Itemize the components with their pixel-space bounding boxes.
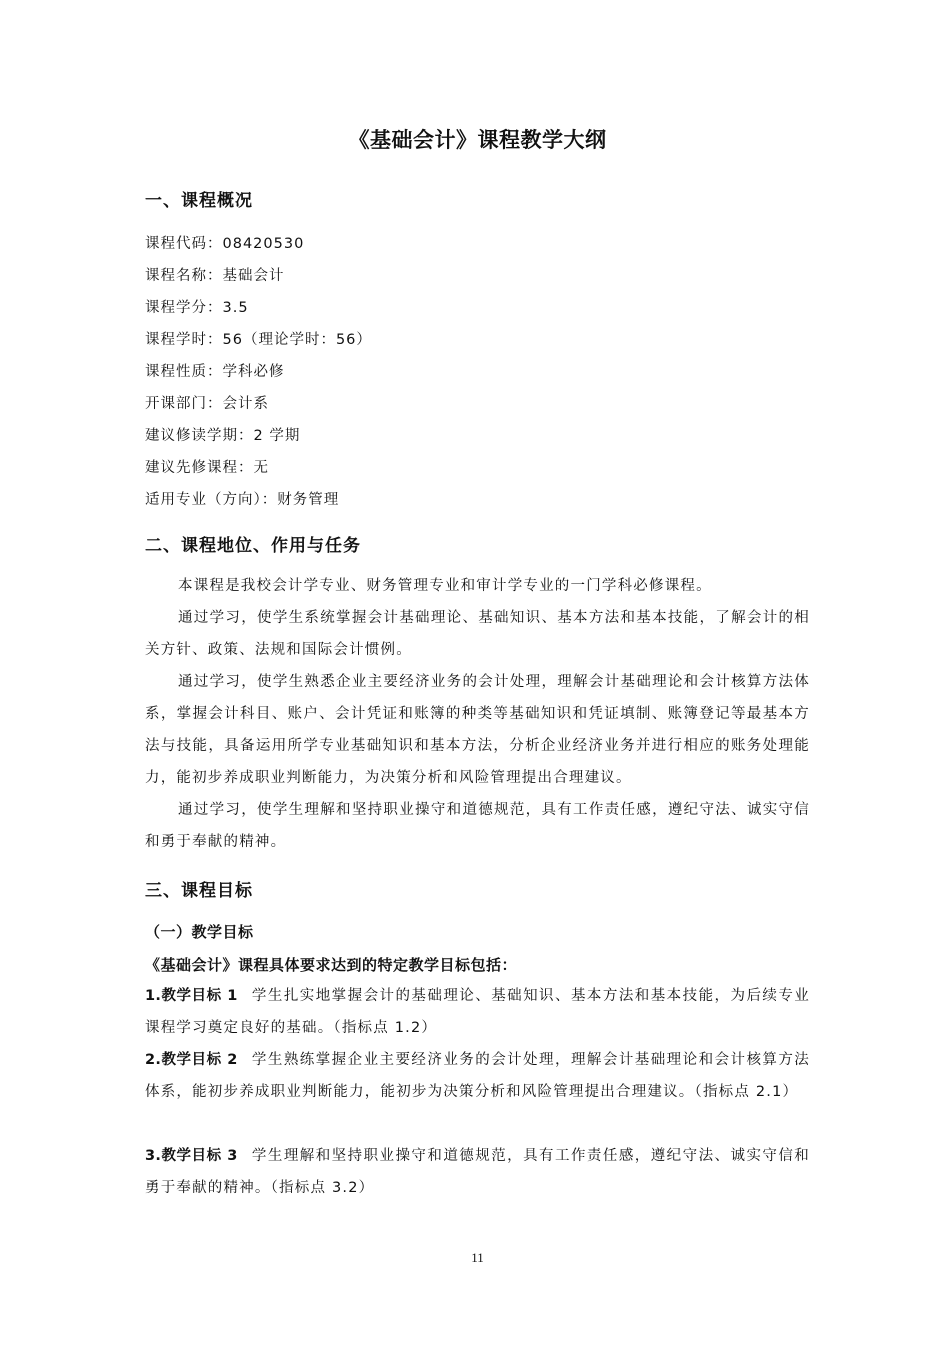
course-name: 课程名称：基础会计 xyxy=(145,268,285,284)
subheading-teaching-goals: （一）教学目标 xyxy=(145,923,254,941)
teaching-goals-lead: 《基础会计》课程具体要求达到的特定教学目标包括： xyxy=(145,956,518,974)
teaching-goal-3-label: 3.教学目标 3 xyxy=(145,1148,238,1164)
teaching-goal-2-text: 学生熟练掌握企业主要经济业务的会计处理，理解会计基础理论和会计核算方法体系，能初步养成职业判断能力，能初步为决策分析和风险管理提出合理建议。（指标点 2.1） xyxy=(145,1052,810,1100)
teaching-goal-1-label: 1.教学目标 1 xyxy=(145,988,238,1004)
role-paragraph-2: 通过学习，使学生系统掌握会计基础理论、基础知识、基本方法和基本技能，了解会计的相关方针、政策、法规和国际会计惯例。 xyxy=(145,610,810,658)
document-title: 《基础会计》课程教学大纲 xyxy=(348,128,607,152)
suggested-semester: 建议修读学期：2 学期 xyxy=(145,428,301,444)
course-nature: 课程性质：学科必修 xyxy=(145,364,285,380)
teaching-goal-3 xyxy=(145,1140,810,1204)
section-heading-course-overview: 一、课程概况 xyxy=(145,191,253,211)
role-paragraph-4: 通过学习，使学生理解和坚持职业操守和道德规范，具有工作责任感，遵纪守法、诚实守信和勇于奉献的精神。 xyxy=(145,802,810,850)
section-heading-course-role: 二、课程地位、作用与任务 xyxy=(145,536,361,556)
teaching-goal-1-text: 学生扎实地掌握会计的基础理论、基础知识、基本方法和基本技能，为后续专业课程学习奠定良好的基础。（指标点 1.2） xyxy=(145,988,810,1036)
applicable-major: 适用专业（方向）：财务管理 xyxy=(145,492,340,508)
role-paragraph-1: 本课程是我校会计学专业、财务管理专业和审计学专业的一门学科必修课程。 xyxy=(178,578,712,594)
course-credits: 课程学分：3.5 xyxy=(145,300,249,316)
role-paragraph-3: 通过学习，使学生熟悉企业主要经济业务的会计处理，理解会计基础理论和会计核算方法体系，掌握会计科目、账户、会计凭证和账簿的种类等基础知识和凭证填制、账簿登记等最基本方法与技能，具备运用所学专业基础知识和基本方法，分析企业经济业务并进行相应的账务处理能力，能初步养成职业判断能力，为决策分析和风险管理提出合理建议。 xyxy=(145,674,810,786)
teaching-goal-1 xyxy=(145,980,810,1044)
section-heading-course-goals: 三、课程目标 xyxy=(145,881,253,901)
teaching-goal-2-label: 2.教学目标 2 xyxy=(145,1052,238,1068)
course-info-list xyxy=(145,228,810,516)
teaching-goal-3-text: 学生理解和坚持职业操守和道德规范，具有工作责任感，遵纪守法、诚实守信和勇于奉献的精神。（指标点 3.2） xyxy=(145,1148,810,1196)
offering-department: 开课部门：会计系 xyxy=(145,396,269,412)
page-number: 11 xyxy=(471,1250,484,1265)
course-hours: 课程学时：56（理论学时：56） xyxy=(145,332,372,348)
course-code: 课程代码：08420530 xyxy=(145,236,305,252)
teaching-goal-2 xyxy=(145,1044,810,1108)
prerequisite-courses: 建议先修课程：无 xyxy=(145,460,269,476)
